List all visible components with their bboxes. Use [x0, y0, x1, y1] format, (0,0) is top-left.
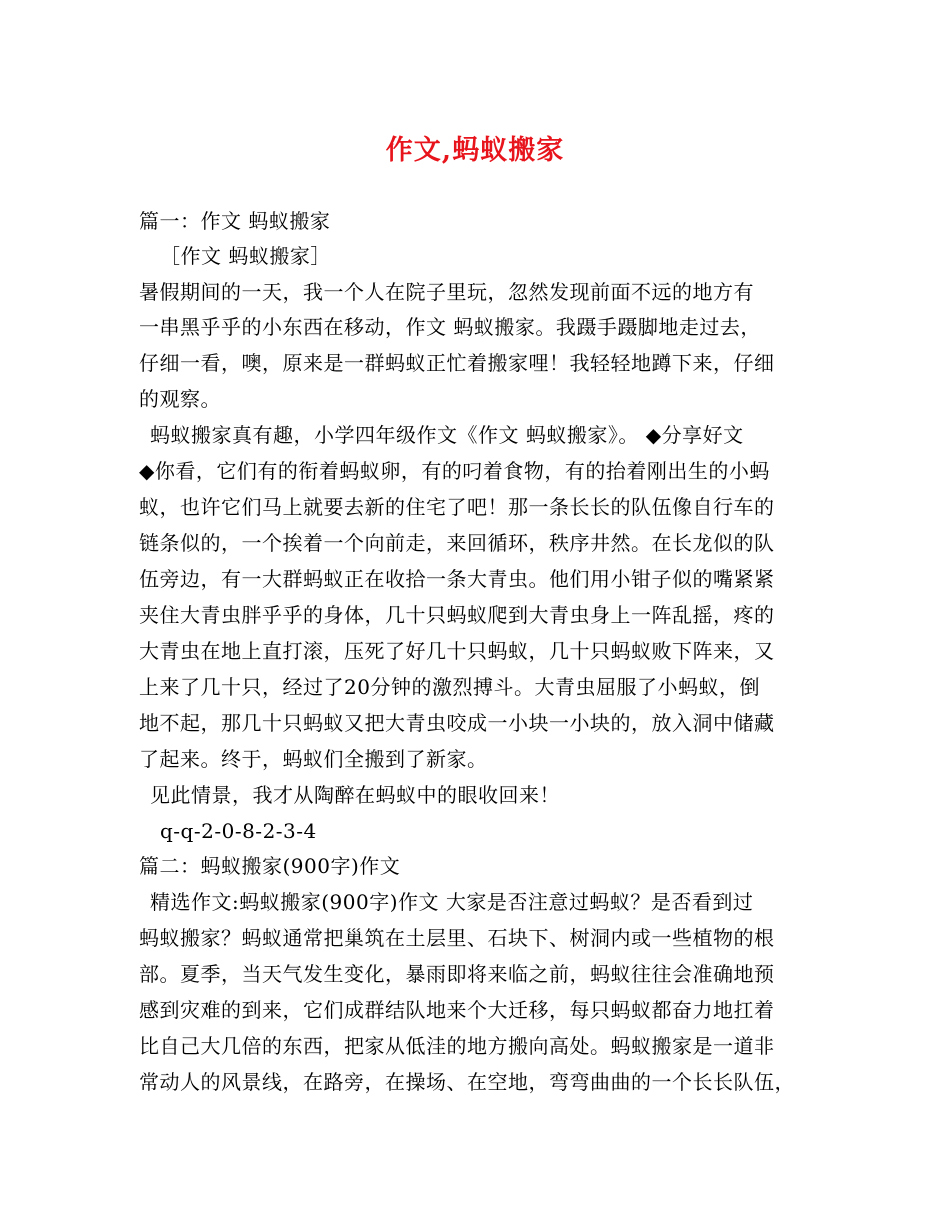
paragraph-line: 见此情景，我才从陶醉在蚂蚁中的眼收回来！ — [150, 783, 560, 807]
paragraph-line: 仔细一看，噢，原来是一群蚂蚁正忙着搬家哩！我轻轻地蹲下来，仔细 — [139, 351, 775, 375]
paragraph-line: 部。夏季，当天气发生变化，暴雨即将来临之前，蚂蚁往往会准确地预 — [139, 962, 775, 986]
paragraph-line: ◆你看，它们有的衔着蚂蚁卵，有的叼着食物，有的抬着刚出生的小蚂 — [139, 459, 770, 483]
paragraph-line: 暑假期间的一天，我一个人在院子里玩，忽然发现前面不远的地方有 — [139, 280, 754, 304]
subheading: ［作文 蚂蚁搬家］ — [160, 244, 331, 268]
paragraph-line: 蚁，也许它们马上就要去新的住宅了吧！那一条长长的队伍像自行车的 — [139, 495, 775, 519]
code-line: q-q-2-0-8-2-3-4 — [160, 819, 317, 843]
paragraph-line: 蚂蚁搬家真有趣，小学四年级作文《作文 蚂蚁搬家》。 ◆分享好文 — [150, 423, 744, 447]
section-heading-2: 篇二：蚂蚁搬家(900字)作文 — [139, 854, 401, 878]
paragraph-line: 链条似的，一个挨着一个向前走，来回循环，秩序井然。在长龙似的队 — [139, 531, 775, 555]
document-title: 作文,蚂蚁搬家 — [385, 135, 565, 166]
paragraph-line: 精选作文:蚂蚁搬家(900字)作文 大家是否注意过蚂蚁？是否看到过 — [150, 890, 754, 914]
paragraph-line: 的观察。 — [139, 387, 221, 411]
paragraph-line: 伍旁边，有一大群蚂蚁正在收拾一条大青虫。他们用小钳子似的嘴紧紧 — [139, 567, 775, 591]
paragraph-line: 夹住大青虫胖乎乎的身体，几十只蚂蚁爬到大青虫身上一阵乱摇，疼的 — [139, 603, 775, 627]
paragraph-line: 蚂蚁搬家？蚂蚁通常把巢筑在土层里、石块下、树洞内或一些植物的根 — [139, 926, 775, 950]
paragraph-line: 一串黑乎乎的小东西在移动，作文 蚂蚁搬家。我蹑手蹑脚地走过去， — [139, 315, 761, 339]
paragraph-line: 大青虫在地上直打滚，压死了好几十只蚂蚁，几十只蚂蚁败下阵来，又 — [139, 639, 775, 663]
paragraph-line: 了起来。终于，蚂蚁们全搬到了新家。 — [139, 747, 488, 771]
paragraph-line: 常动人的风景线，在路旁，在操场、在空地，弯弯曲曲的一个长长队伍， — [139, 1070, 795, 1094]
paragraph-line: 感到灾难的到来，它们成群结队地来个大迁移，每只蚂蚁都奋力地扛着 — [139, 998, 775, 1022]
paragraph-line: 上来了几十只，经过了20分钟的激烈搏斗。大青虫屈服了小蚂蚁，倒 — [139, 675, 760, 699]
section-heading-1: 篇一：作文 蚂蚁搬家 — [139, 209, 331, 233]
paragraph-line: 比自己大几倍的东西，把家从低洼的地方搬向高处。蚂蚁搬家是一道非 — [139, 1034, 775, 1058]
paragraph-line: 地不起，那几十只蚂蚁又把大青虫咬成一小块一小块的，放入洞中储藏 — [139, 711, 775, 735]
